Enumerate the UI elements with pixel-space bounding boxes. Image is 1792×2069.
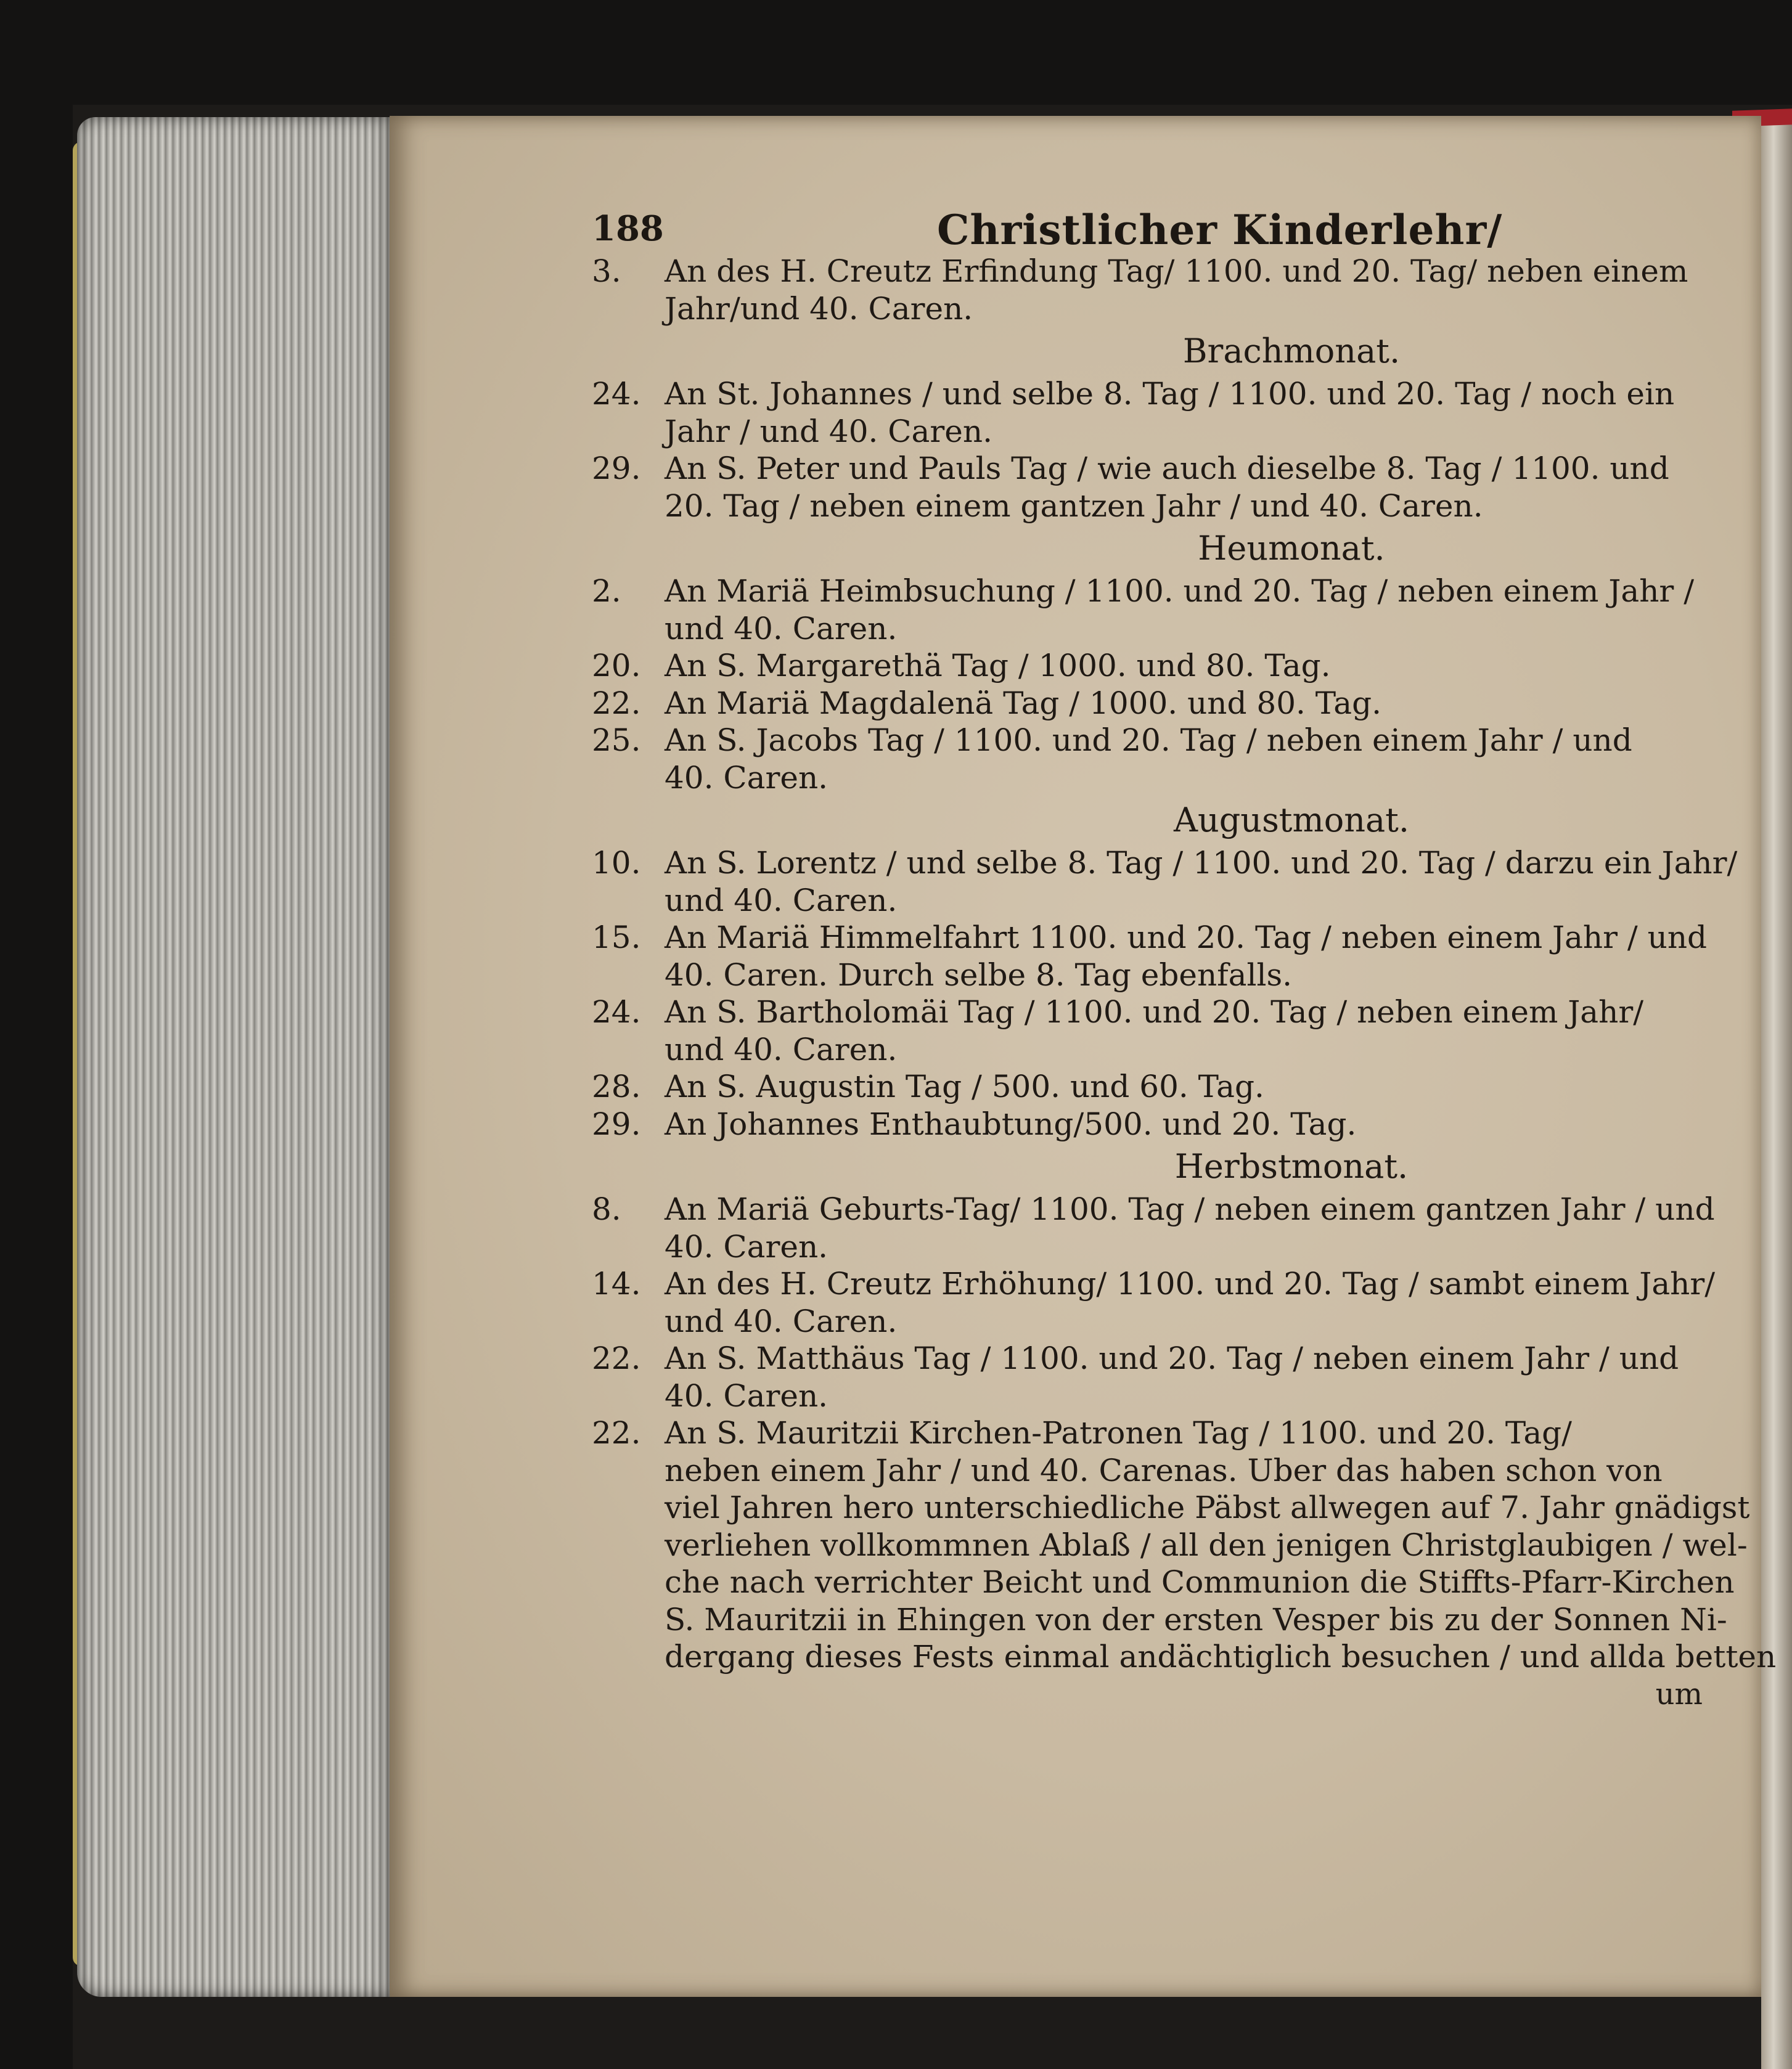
- entry-text: An St. Johannes / und selbe 8. Tag / 1100. und 20. Tag / noch ein: [665, 376, 1675, 412]
- entry-text: viel Jahren hero unterschiedliche Päbst allwegen auf 7. Jahr gnädigst: [665, 1490, 1750, 1525]
- entry-text: An S. Bartholomäi Tag / 1100. und 20. Tag / neben einem Jahr/: [665, 994, 1644, 1030]
- feast-entry: [592, 1414, 1777, 1676]
- entry-text: und 40. Caren.: [665, 610, 898, 647]
- entry-line: [592, 1564, 1735, 1601]
- entry-text: 40. Caren.: [665, 1228, 828, 1265]
- month-heading: Herbstmonat.: [1174, 1147, 1409, 1186]
- day-number: 3.: [592, 253, 621, 289]
- day-number: 28.: [592, 1069, 641, 1104]
- entry-line: [592, 647, 1720, 685]
- entry-text: An S. Jacobs Tag / 1100. und 20. Tag / neben einem Jahr / und: [665, 722, 1632, 758]
- day-number: 14.: [592, 1266, 641, 1302]
- entry-text: neben einem Jahr / und 40. Carenas. Uber das haben schon von: [665, 1452, 1663, 1488]
- entry-line: [592, 450, 1720, 488]
- entry-line: [592, 957, 1720, 994]
- entry-text: An Mariä Magdalenä Tag / 1000. und 80. Tag.: [665, 685, 1381, 721]
- entry-line: [592, 1601, 1727, 1639]
- entry-text: An Mariä Geburts-Tag/ 1100. Tag / neben einem gantzen Jahr / und: [665, 1191, 1715, 1227]
- entry-text: dergang dieses Fests einmal andächtiglich besuchen / und allda betten: [665, 1639, 1777, 1675]
- entry-line: [592, 1414, 1720, 1452]
- feast-entry: [592, 844, 1738, 919]
- entry-line: [592, 610, 1720, 648]
- entry-text: An S. Margarethä Tag / 1000. und 80. Tag.: [665, 648, 1331, 684]
- day-number: 20.: [592, 648, 641, 684]
- entry-text: verliehen vollkommnen Ablaß / all den jenigen Christglaubigen / wel-: [665, 1527, 1748, 1563]
- entry-line: [592, 573, 1720, 610]
- entry-line: [592, 882, 1720, 920]
- feast-entry: [592, 450, 1720, 524]
- entry-line: [592, 1265, 1720, 1303]
- entry-line: [592, 488, 1720, 525]
- feast-entry: [592, 685, 1720, 722]
- indulgence-calendar-text: [592, 253, 1777, 1713]
- entry-text: 20. Tag / neben einem gantzen Jahr / und 40. Caren.: [665, 488, 1483, 524]
- entry-line: [592, 759, 1720, 797]
- entry-text: An S. Peter und Pauls Tag / wie auch dieselbe 8. Tag / 1100. und: [665, 451, 1669, 486]
- day-number: 24.: [592, 376, 641, 412]
- entry-text: An S. Augustin Tag / 500. und 60. Tag.: [665, 1069, 1264, 1104]
- day-number: 22.: [592, 1341, 641, 1376]
- entry-line: [592, 1340, 1720, 1377]
- entry-text: 40. Caren.: [665, 759, 828, 796]
- feast-entry: [592, 573, 1720, 647]
- entry-line: [592, 413, 1720, 451]
- entry-line: [592, 290, 1720, 328]
- day-number: 10.: [592, 845, 641, 881]
- entry-text: An des H. Creutz Erhöhung/ 1100. und 20. Tag / sambt einem Jahr/: [665, 1266, 1716, 1302]
- day-number: 29.: [592, 451, 641, 486]
- month-heading: Heumonat.: [1198, 529, 1385, 568]
- entry-line: [592, 685, 1720, 722]
- entry-line: [592, 1377, 1720, 1415]
- entry-text: An S. Mauritzii Kirchen-Patronen Tag / 1100. und 20. Tag/: [665, 1415, 1572, 1451]
- day-number: 8.: [592, 1191, 621, 1227]
- feast-entry: [592, 253, 1720, 327]
- day-number: 25.: [592, 722, 641, 758]
- page-number: 188: [592, 208, 664, 249]
- page-edges: [77, 117, 398, 1997]
- entry-text: che nach verrichter Beicht und Communion die Stiffts-Pfarr-Kirchen: [665, 1564, 1735, 1600]
- feast-entry: [592, 1106, 1720, 1143]
- entry-line: [592, 994, 1720, 1031]
- entry-line: [592, 1106, 1720, 1143]
- day-number: 29.: [592, 1106, 641, 1142]
- entry-text: An des H. Creutz Erfindung Tag/ 1100. und 20. Tag/ neben einem: [665, 253, 1688, 289]
- entry-text: Jahr/und 40. Caren.: [665, 290, 973, 327]
- entry-text: An Johannes Enthaubtung/500. und 20. Tag.: [665, 1106, 1357, 1142]
- month-heading: Augustmonat.: [1173, 801, 1410, 839]
- feast-entry: [592, 1068, 1720, 1106]
- running-title: Christlicher Kinderlehr/: [937, 206, 1503, 254]
- feast-entry: [592, 375, 1720, 450]
- entry-line: [592, 919, 1720, 957]
- entry-line: [592, 253, 1720, 290]
- entry-line: [592, 722, 1720, 759]
- entry-line: [592, 844, 1738, 882]
- catchword: um: [1655, 1676, 1703, 1712]
- entry-text: Jahr / und 40. Caren.: [665, 413, 992, 449]
- entry-text: An Mariä Himmelfahrt 1100. und 20. Tag / neben einem Jahr / und: [665, 920, 1708, 955]
- entry-line: [592, 1489, 1750, 1527]
- day-number: 22.: [592, 685, 641, 721]
- entry-line: [592, 375, 1720, 413]
- feast-entry: [592, 919, 1720, 994]
- entry-text: S. Mauritzii in Ehingen von der ersten Vesper bis zu der Sonnen Ni-: [665, 1601, 1727, 1638]
- entry-text: 40. Caren.: [665, 1377, 828, 1414]
- entry-text: und 40. Caren.: [665, 882, 898, 918]
- entry-line: [592, 1303, 1720, 1341]
- entry-line: [592, 1452, 1720, 1490]
- entry-line: [592, 1031, 1720, 1069]
- entry-text: An S. Lorentz / und selbe 8. Tag / 1100. und 20. Tag / darzu ein Jahr/: [665, 845, 1738, 881]
- entry-line: [592, 1191, 1720, 1228]
- day-number: 24.: [592, 994, 641, 1030]
- day-number: 22.: [592, 1415, 641, 1451]
- entry-text: An S. Matthäus Tag / 1100. und 20. Tag / neben einem Jahr / und: [665, 1341, 1679, 1376]
- feast-entry: [592, 1340, 1720, 1414]
- entry-line: [592, 1638, 1777, 1676]
- feast-entry: [592, 647, 1720, 685]
- running-head: [592, 197, 1627, 259]
- day-number: 15.: [592, 920, 641, 955]
- entry-line: [592, 1068, 1720, 1106]
- facing-page-edge: [1761, 123, 1792, 2069]
- feast-entry: [592, 722, 1720, 796]
- entry-line: [592, 1228, 1720, 1266]
- feast-entry: [592, 994, 1720, 1068]
- entry-text: An Mariä Heimbsuchung / 1100. und 20. Tag / neben einem Jahr /: [665, 573, 1695, 609]
- feast-entry: [592, 1265, 1720, 1340]
- entry-text: und 40. Caren.: [665, 1303, 898, 1339]
- feast-entry: [592, 1191, 1720, 1265]
- entry-text: und 40. Caren.: [665, 1031, 898, 1067]
- entry-line: [592, 1527, 1748, 1564]
- entry-text: 40. Caren. Durch selbe 8. Tag ebenfalls.: [665, 957, 1292, 993]
- day-number: 2.: [592, 573, 621, 609]
- month-heading: Brachmonat.: [1182, 332, 1401, 370]
